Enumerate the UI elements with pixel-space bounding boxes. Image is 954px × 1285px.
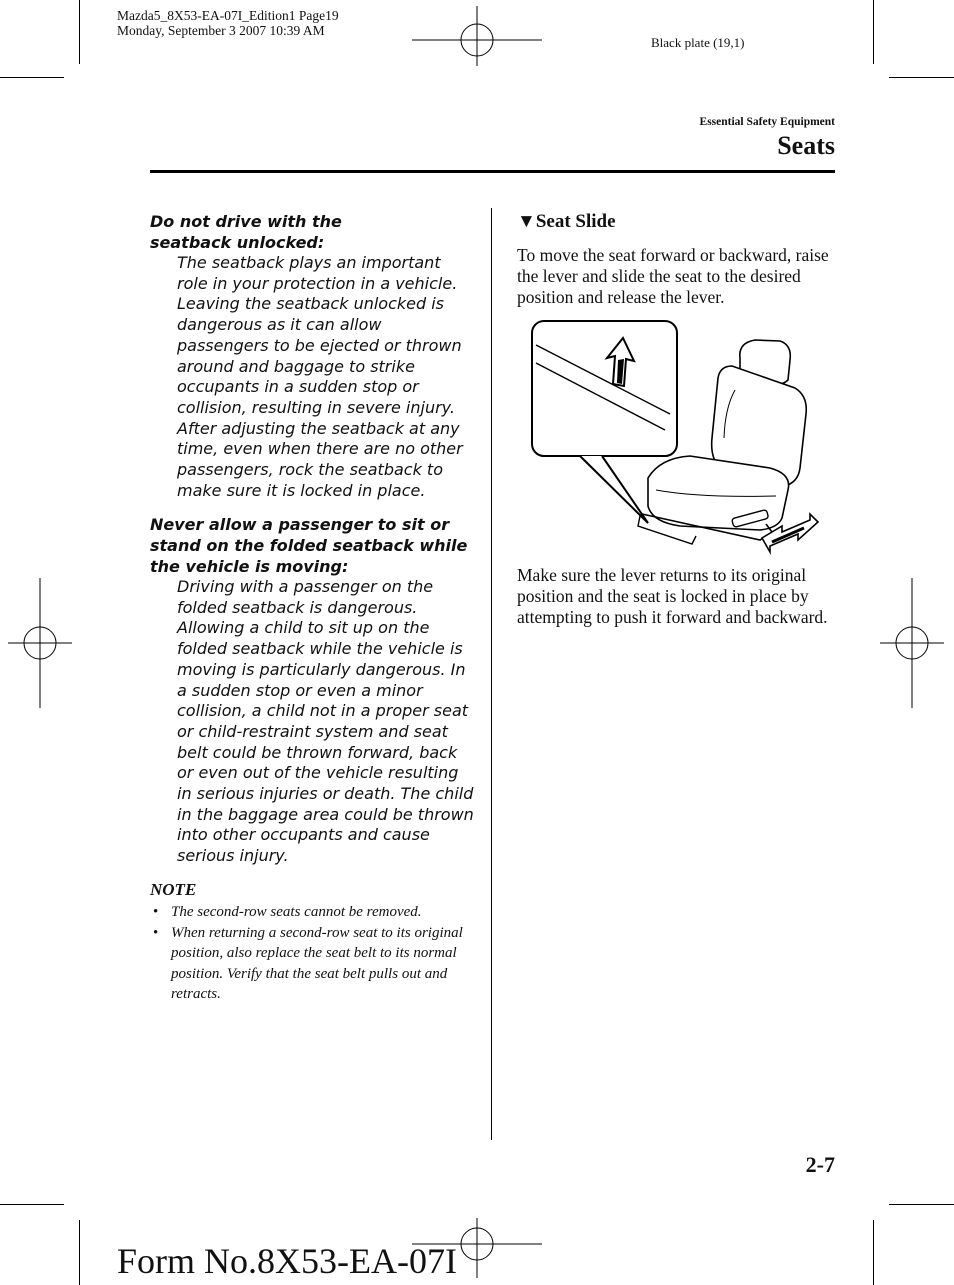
seat-slide-illustration: [520, 318, 825, 558]
note-heading: NOTE: [150, 880, 197, 899]
crop-mark-top-right-h: [889, 77, 954, 78]
section-label: Essential Safety Equipment: [699, 116, 835, 128]
warning-heading: Never allow a passenger to sit or stand on the folded seatback while the vehicle is moving:: [150, 515, 468, 576]
page-title: Seats: [777, 131, 835, 160]
seat-slide-check: Make sure the lever returns to its original position and the seat is locked in place by attempting to push it forward and backward.: [517, 565, 828, 627]
seat-slide-heading: [517, 211, 616, 233]
crop-mark-bottom-right-v: [873, 1220, 874, 1285]
warning-body: The seatback plays an important role in your protection in a vehicle. Leaving the seatback unlocked is dangerous as it can allow passengers to be ejected or thrown around and baggage to strike occupants in a sudden stop or collision, resulting in severe injury. After adjusting the seatback at any time, even when there are no other passengers, rock the seatback to make sure it is locked in place.: [177, 253, 463, 500]
crop-mark-top-left-h: [0, 77, 64, 78]
warning-body: Driving with a passenger on the folded seatback is dangerous. Allowing a child to sit up on the folded seatback while the vehicle is moving is particularly dangerous. In a sudden stop or even a minor collision, a child not in a proper seat or child-restraint system and seat belt could be thrown forward, back or even out of the vehicle resulting in serious injuries or death. The child in the baggage area could be thrown into other occupants and cause serious injury.: [177, 577, 474, 866]
crop-mark-top-left-v: [79, 0, 80, 64]
note-item-text: The second-row seats cannot be removed.: [171, 904, 422, 920]
registration-mark-top: [412, 6, 542, 66]
crop-mark-bottom-left-v: [79, 1220, 80, 1285]
registration-mark-right: [880, 578, 944, 708]
note-item: [150, 923, 470, 1005]
file-info-line1: Mazda5_8X53-EA-07I_Edition1 Page19: [117, 8, 339, 23]
bullet: •: [153, 924, 159, 941]
note-item: [150, 902, 470, 923]
header-rule: [150, 170, 835, 173]
seat-slide-intro: To move the seat forward or backward, raise the lever and slide the seat to the desired position and release the lever.: [517, 245, 829, 307]
crop-mark-bottom-right-h: [889, 1204, 954, 1205]
warning-folded-seatback: [150, 514, 475, 867]
heading-marker: ▼: [517, 211, 536, 232]
crop-mark-top-right-v: [873, 0, 874, 64]
bullet: •: [153, 904, 159, 920]
file-info-line2: Monday, September 3 2007 10:39 AM: [117, 23, 325, 38]
column-divider: [491, 208, 492, 1140]
note-list: [150, 902, 470, 1005]
heading-text: Seat Slide: [535, 211, 616, 232]
crop-mark-bottom-left-h: [0, 1204, 64, 1205]
registration-mark-left: [8, 578, 72, 708]
note-item-text: When returning a second-row seat to its original position, also replace the seat belt to its normal position. Verify that the seat belt pulls out and retracts.: [171, 924, 463, 1002]
warning-seatback-unlocked: [150, 211, 475, 501]
file-info: [117, 8, 339, 38]
form-number: Form No.8X53-EA-07I: [117, 1241, 457, 1281]
page-number: 2-7: [805, 1152, 835, 1177]
warning-heading: Do not drive with the seatback unlocked:: [150, 212, 342, 252]
plate-label: Black plate (19,1): [651, 35, 745, 50]
note: [150, 880, 470, 1005]
